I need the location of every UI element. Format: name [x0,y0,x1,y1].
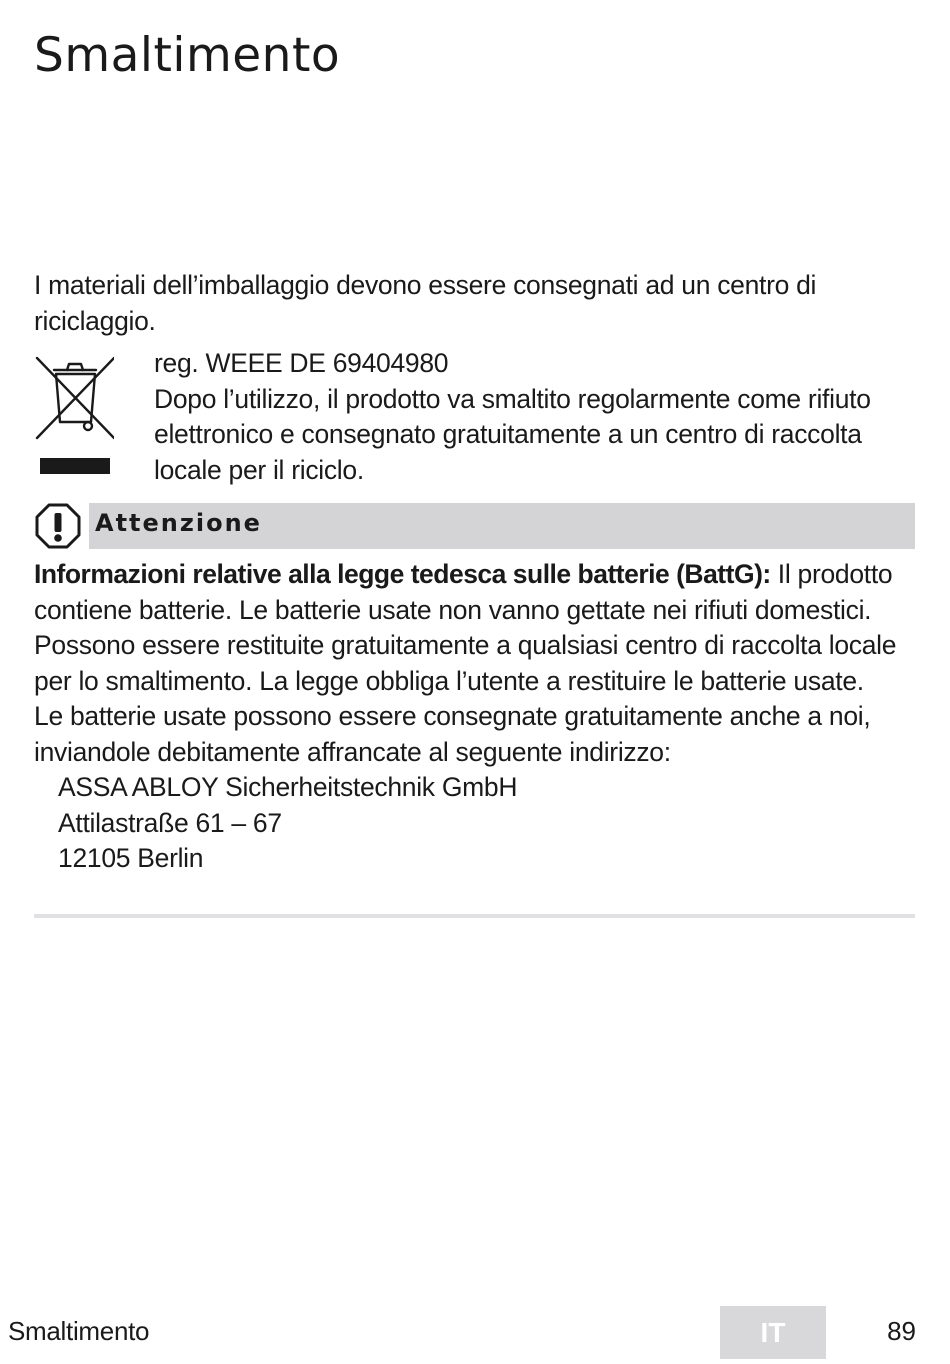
address-street: Attilastraße 61 – 67 [58,807,282,838]
battery-notice-text: Il prodotto contiene batterie. Le batterie usate non vanno gettate nei rifiuti domestici. Possono essere restituite gratuitamente a qualsiasi centro di raccolta locale per lo smaltimento. La legge obbliga l’utente a restituire le batterie usate. [34,559,897,696]
weee-disposal-text: Dopo l’utilizzo, il prodotto va smaltito regolarmente come rifiuto elettronico e consegnato gratuitamente a un centro di raccolta locale per il riciclo. [154,383,871,485]
page-title: Smaltimento [34,28,341,83]
footer-section-name: Smaltimento [8,1316,150,1346]
battery-notice-paragraph-1 [34,557,924,699]
battery-return-paragraph: Le batterie usate possono essere consegnate gratuitamente anche a noi, inviandole debitamente affrancate al seguente indirizzo: [34,701,871,767]
exclamation-icon [34,502,82,550]
language-tab: IT [720,1306,826,1359]
crossed-out-wheeled-bin-icon [34,350,114,478]
page-number: 89 [887,1316,916,1346]
attention-header [34,502,915,550]
section-divider [34,914,915,918]
weee-registration: reg. WEEE DE 69404980 [154,348,449,378]
address-city: 12105 Berlin [58,843,204,873]
weee-section [34,346,914,486]
attention-label: Attenzione [95,509,262,537]
address-company: ASSA ABLOY Sicherheitstechnik GmbH [58,772,518,802]
return-address [58,770,924,877]
battery-law-heading: Informazioni relative alla legge tedesca sulle batterie (BattG): [34,559,771,589]
battery-notice [34,557,924,877]
intro-paragraph: I materiali dell’imballaggio devono essere consegnati ad un centro di riciclaggio. [34,270,817,336]
attention-label-band [89,503,915,549]
